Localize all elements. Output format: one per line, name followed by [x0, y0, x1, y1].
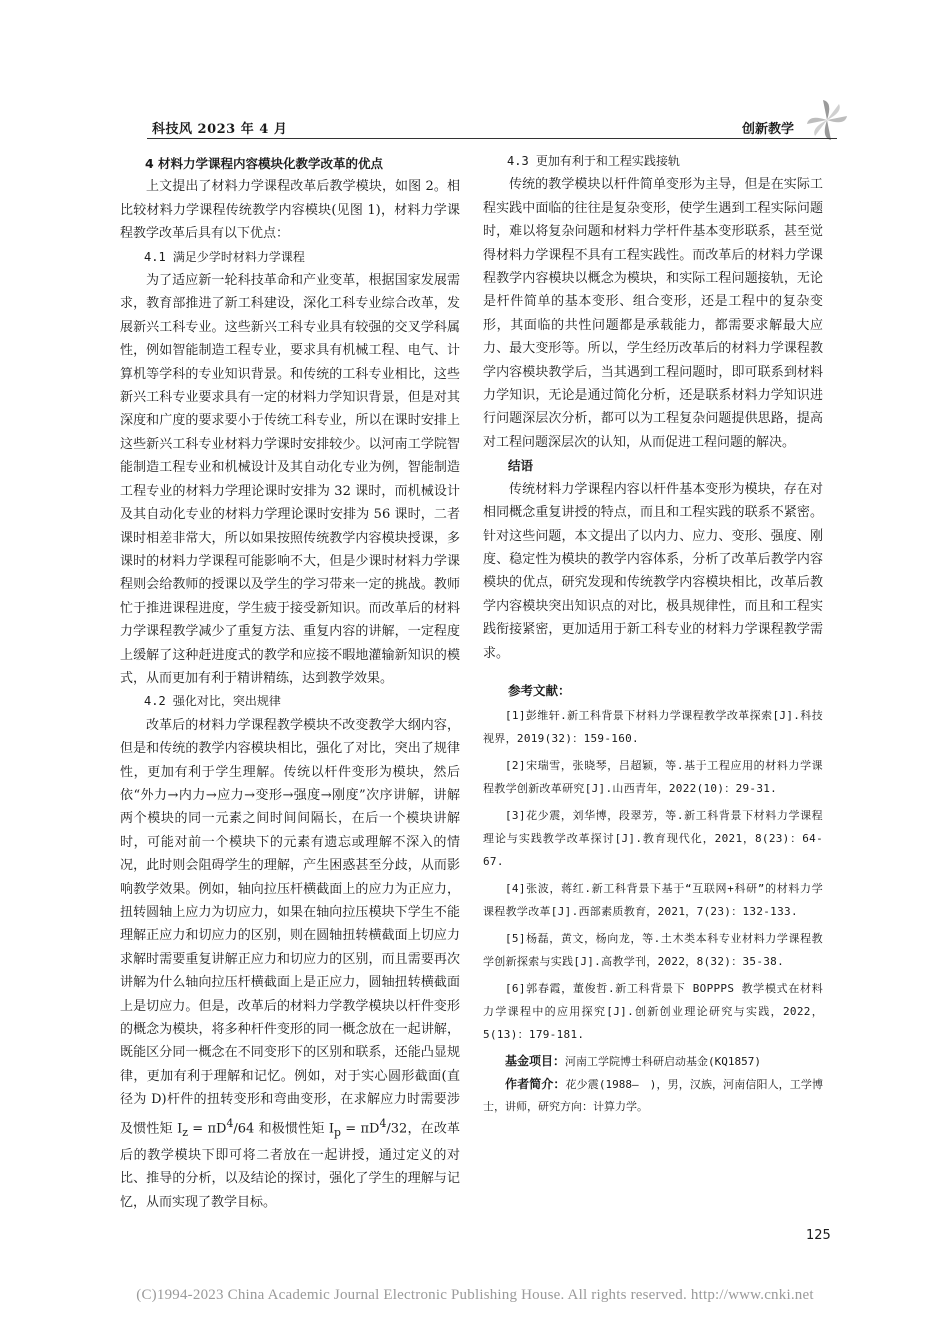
section-4-2-text: 改革后的材料力学课程教学模块不改变教学大纲内容，但是和传统的教学内容模块相比，强化了对比，突出了规律性，更加有利于学生理解。传统以杆件变形为模块，然后依“外力→内力→应力→变形→强度→刚度”次序讲解，讲解两个模块的同一元素之间时间间隔长，在后一个模块讲解时，可能对前一个模块下的元素有遗忘或理解不深入的情况，此时则会阻碍学生的理解，产生困惑甚至分歧，从而影响教学效果。例如，轴向拉压杆横截面上的应力为正应力，扭转圆轴上应力为切应力，如果在轴向拉压模块下学生不能理解正应力和切应力的区别，则在圆轴扭转横截面上切应力求解时需要重复讲解正应力和切应力的区别，而且需要再次讲解为什么轴向拉压杆横截面上是正应力，圆轴扭转横截面上是切应力。但是，改革后的材料力学教学模块以杆件变形的概念为模块，将多种杆件变形的同一概念放在一起讲解，既能区分同一概念在不同变形下的区别和联系，还能凸显规律，更加有利于理解和记忆。例如，对于实心圆形截面(直径为 D)杆件的扭转变形和弯曲变形，在求解应力时需要涉及惯性矩 I — [120, 717, 460, 1136]
author-label: 作者简介： — [505, 1076, 566, 1091]
header-rule — [147, 138, 837, 139]
copyright-footer: (C)1994-2023 China Academic Journal Electronic Publishing House. All rights reserved. http://www.cnki.net — [136, 1287, 814, 1303]
reference-item: [1]彭维轩.新工科背景下材料力学课程教学改革探索[J].科技视界，2019(32)：159-160. — [483, 708, 823, 745]
section-4-title: 4 材料力学课程内容模块化教学改革的优点 — [145, 156, 384, 171]
column-title: 创新教学 — [742, 122, 795, 137]
conclusion-body: 传统材料力学课程内容以杆件基本变形为模块，存在对相同概念重复讲授的特点，而且和工程实践的联系不紧密。针对这些问题，本文提出了以内力、应力、变形、强度、刚度、稳定性为模块的教学内容体系，分析了改革后教学内容模块的优点，研究发现和传统教学内容模块相比，改革后教学内容模块突出知识点的对比，极具规律性，而且和工程实践衔接紧密，更加适用于新工科专业的材料力学课程教学需求。 — [483, 481, 823, 661]
section-4-3-title: 4.3 更加有利于和工程实践接轨 — [507, 154, 680, 168]
reference-item: [4]张波，蒋红.新工科背景下基于“互联网+科研”的材料力学课程教学改革[J].西部素质教育，2021，7(23)：132-133. — [483, 881, 823, 918]
left-column — [120, 150, 460, 1214]
formula-sup-2: 4 — [379, 1116, 387, 1130]
section-4-2-body — [120, 714, 460, 1214]
reference-item: [2]宋瑞雪，张晓琴，吕超颖，等.基于工程应用的材料力学课程教学创新改革研究[J].山西青年，2022(10)：29-31. — [483, 758, 823, 795]
right-column — [483, 150, 823, 1118]
author-note — [483, 1073, 823, 1118]
section-4-2-title: 4.2 强化对比，突出规律 — [144, 694, 281, 709]
section-4-intro: 上文提出了材料力学课程改革后教学模块，如图 2。相比较材料力学课程传统教学内容模块(见图 1)，材料力学课程教学改革后具有以下优点： — [120, 179, 460, 242]
formula-ip: = πD — [340, 1120, 380, 1136]
section-4-1-title: 4.1 满足少学时材料力学课程 — [144, 249, 305, 264]
formula-sup-1: 4 — [226, 1116, 234, 1130]
section-4-2-tail: /32，在改革后的教学模块下即可将二者放在一起讲授，通过定义的对比、推导的分析，以及结论的探讨，强化了学生的理解与记忆，从而实现了教学目标。 — [120, 1120, 461, 1210]
references-title: 参考文献： — [508, 682, 571, 698]
reference-item: [5]杨磊，黄文，杨向龙，等.土木类本科专业材料力学课程教学创新探索与实践[J].高教学刊，2022，8(32)：35-38. — [483, 931, 823, 968]
page-number: 125 — [806, 1228, 831, 1243]
section-4-1-body: 为了适应新一轮科技革命和产业变革，根据国家发展需求，教育部推进了新工科建设，深化工科专业综合改革，发展新兴工科专业。这些新兴工科专业具有较强的交叉学科属性，例如智能制造工程专业，要求具有机械工程、电气、计算机等学科的专业知识背景。和传统的工科专业相比，这些新兴工科专业要求具有一定的材料力学知识背景，但是对其深度和广度的要求要小于传统工科专业，所以在课时安排上这些新兴工科专业材料力学课时安排较少。以河南工学院智能制造工程专业和机械设计及其自动化专业为例，智能制造工程专业的材料力学理论课时安排为 32 课时，而机械设计及其自动化专业的材料力学理论课时安排为 56 课时，二者课时相差非常大，所以如果按照传统教学内容模块授课，多课时的材料力学课程可能影响不大，但是少课时材料力学课程则会给教师的授课以及学生的学习带来一定的挑战。教师忙于推进课程进度，学生疲于接受新知识。而改革后的材料力学课程教学减少了重复方法、重复内容的讲解，一定程度上缓解了这种赶进度式的教学和应接不暇地灌输新知识的模式，从而更加有利于精讲精练，达到教学效果。 — [120, 273, 460, 686]
formula-sub-z: z — [182, 1125, 188, 1139]
reference-item: [3]花少震，刘华博，段翠芳，等.新工科背景下材料力学课程理论与实践教学改革探讨[J].教育现代化，2021，8(23)：64-67. — [483, 808, 823, 868]
formula-iz-tail: /64 和极惯性矩 I — [233, 1120, 334, 1136]
author-text: 花少震(1988— )，男，汉族，河南信阳人，工学博士，讲师，研究方向：计算力学。 — [483, 1077, 823, 1113]
references — [483, 679, 823, 1046]
fund-label: 基金项目： — [505, 1053, 566, 1068]
section-4-3-body: 传统的教学模块以杆件简单变形为主导，但是在实际工程实践中面临的往往是复杂变形，使学生遇到工程实际问题时，难以将复杂问题和材料力学杆件基本变形联系，甚至觉得材料力学课程不具有工程实践性。而改革后的材料力学课程教学内容模块以概念为模块，和实际工程问题接轨，无论是杆件简单的基本变形、组合变形，还是工程中的复杂变形，其面临的共性问题都是承载能力，都需要求解最大应力、最大变形等。所以，学生经历改革后的材料力学课程教学内容模块教学后，当其遇到工程问题时，即可联系到材料力学知识，无论是通过简化分析，还是联系材料力学知识进行问题深层次分析，都可以为工程复杂问题提供思路，提高对工程问题深层次的认知，从而促进工程问题的解决。 — [483, 177, 823, 450]
fund-note — [483, 1050, 823, 1073]
conclusion-title: 结语 — [508, 458, 534, 474]
formula-iz: = πD — [187, 1120, 227, 1136]
journal-title: 科技风 2023 年 4 月 — [152, 122, 288, 137]
formula-sub-p: p — [333, 1125, 341, 1139]
fund-text: 河南工学院博士科研启动基金(KQ1857) — [565, 1054, 761, 1068]
reference-item: [6]郭春霞，董俊哲.新工科背景下 BOPPPS 教学模式在材料力学课程中的应用探究[J].创新创业理论研究与实践，2022，5(13)：179-181. — [483, 981, 823, 1041]
pinwheel-logo-icon — [804, 97, 850, 143]
